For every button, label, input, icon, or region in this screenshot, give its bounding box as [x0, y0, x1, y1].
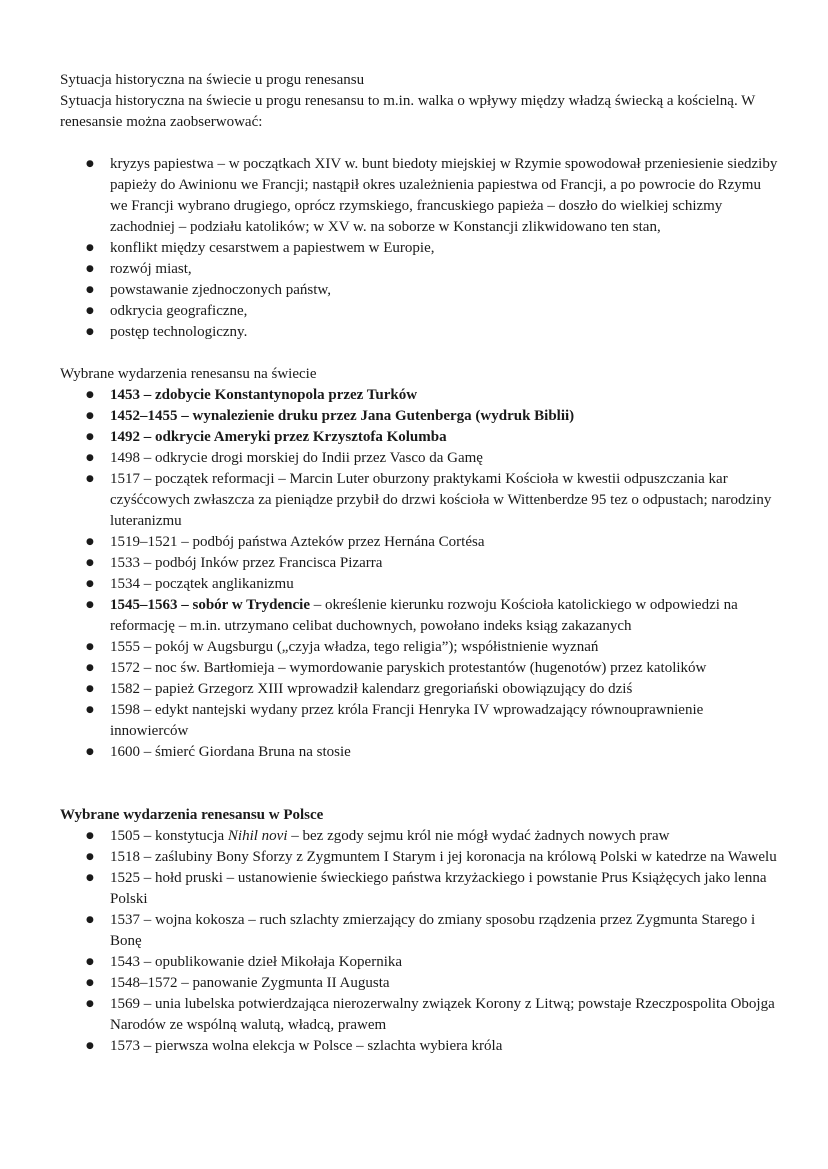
event-text: 1517 – początek reformacji – Marcin Luter oburzony praktykami Kościoła w kwestii odpuszczania kar czyśćcowych zwłaszcza za pieniądze przybił do drzwi kościoła w Wittenberdze 95 tez o odpustach; narodziny luteranizmu — [110, 471, 772, 529]
event-text: 1518 – zaślubiny Bony Sforzy z Zygmuntem I Starym i jej koronacja na królową Polski w katedrze na Wawelu — [110, 849, 777, 865]
list-item — [60, 448, 782, 469]
world-events-heading: Wybrane wydarzenia renesansu na świecie — [60, 366, 317, 382]
list-item — [60, 637, 782, 658]
list-item: ● odkrycia geograficzne, — [60, 301, 782, 322]
list-item — [60, 952, 782, 973]
list-item: ● postęp technologiczny. — [60, 322, 782, 343]
event-text: 1572 – noc św. Bartłomieja – wymordowanie paryskich protestantów (hugenotów) przez katolików — [110, 660, 707, 676]
phenomena-list — [60, 154, 782, 343]
list-item — [60, 847, 782, 868]
event-text: 1598 – edykt nantejski wydany przez króla Francji Henryka IV wprowadzający równouprawnienie innowierców — [110, 702, 704, 739]
event-italic-text: Nihil novi — [227, 828, 288, 844]
event-text: 1548–1572 – panowanie Zygmunta II Augusta — [110, 975, 390, 991]
poland-events-list — [60, 826, 782, 1057]
event-text: 1505 – konstytucja — [110, 828, 228, 844]
event-text: – określenie kierunku rozwoju Kościoła katolickiego w odpowiedzi na reformację – m.in. utrzymano celibat duchownych, powołano indeks ksiąg zakazanych — [110, 597, 738, 634]
poland-events-heading: Wybrane wydarzenia renesansu w Polsce — [60, 807, 324, 823]
list-item — [60, 469, 782, 532]
event-text: 1519–1521 – podbój państwa Azteków przez Hernána Cortésa — [110, 534, 485, 550]
world-events-list — [60, 385, 782, 763]
event-bold-text: 1492 – odkrycie Ameryki przez Krzysztofa Kolumba — [110, 429, 447, 445]
list-item — [60, 826, 782, 847]
list-item — [60, 868, 782, 910]
event-bold-text: 1545–1563 – sobór w Trydencie — [110, 597, 311, 613]
event-text: 1525 – hołd pruski – ustanowienie świeckiego państwa krzyżackiego i powstanie Prus Książęcych jako lenna Polski — [110, 870, 767, 907]
event-text: 1533 – podbój Inków przez Francisca Pizarra — [110, 555, 383, 571]
list-item — [60, 427, 782, 448]
list-item — [60, 910, 782, 952]
section-spacer — [60, 763, 782, 805]
list-item — [60, 679, 782, 700]
list-item: ● rozwój miast, — [60, 259, 782, 280]
list-item — [60, 595, 782, 637]
event-text: 1543 – opublikowanie dzieł Mikołaja Kopernika — [110, 954, 403, 970]
list-item: ● powstawanie zjednoczonych państw, — [60, 280, 782, 301]
event-text: 1555 – pokój w Augsburgu („czyja władza, tego religia”); współistnienie wyznań — [110, 639, 599, 655]
list-item — [60, 406, 782, 427]
list-item — [60, 658, 782, 679]
list-item — [60, 973, 782, 994]
event-text: 1534 – początek anglikanizmu — [110, 576, 294, 592]
list-item — [60, 742, 782, 763]
event-text: 1582 – papież Grzegorz XIII wprowadził kalendarz gregoriański obowiązujący do dziś — [110, 681, 633, 697]
event-text: – bez zgody sejmu król nie mógł wydać żadnych nowych praw — [287, 828, 670, 844]
list-item — [60, 994, 782, 1036]
event-bold-text: 1452–1455 – wynalezienie druku przez Jana Gutenberga (wydruk Biblii) — [110, 408, 575, 424]
list-item — [60, 574, 782, 595]
list-item: ● kryzys papiestwa – w początkach XIV w. bunt biedoty miejskiej w Rzymie spowodował przeniesienie siedziby papieży do Awinionu we Francji; nastąpił okres uzależnienia papiestwa od Francji, a po powrocie do Rzymu we Francji wybrano drugiego, oprócz rzymskiego, francuskiego papieża – doszło do wielkiej schizmy zachodniej – podziału katolików; w XV w. na soborze w Konstancji zlikwidowano ten stan, — [60, 154, 782, 238]
list-item — [60, 700, 782, 742]
intro-heading: Sytuacja historyczna na świecie u progu renesansu — [60, 72, 365, 88]
event-text: 1600 – śmierć Giordana Bruna na stosie — [110, 744, 351, 760]
list-item — [60, 553, 782, 574]
intro-text: Sytuacja historyczna na świecie u progu renesansu to m.in. walka o wpływy między władzą świecką a kościelną. W renesansie można zaobserwować: — [60, 93, 756, 130]
list-item: ● konflikt między cesarstwem a papiestwem w Europie, — [60, 238, 782, 259]
event-text: 1569 – unia lubelska potwierdzająca nierozerwalny związek Korony z Litwą; powstaje Rzeczpospolita Obojga Narodów ze wspólną walutą, władcą, prawem — [110, 996, 775, 1033]
list-item — [60, 1036, 782, 1057]
list-item — [60, 385, 782, 406]
event-text: 1498 – odkrycie drogi morskiej do Indii przez Vasco da Gamę — [110, 450, 483, 466]
event-bold-text: 1453 – zdobycie Konstantynopola przez Turków — [110, 387, 418, 403]
document-page — [60, 70, 782, 1057]
event-text: 1573 – pierwsza wolna elekcja w Polsce – szlachta wybiera króla — [110, 1038, 503, 1054]
event-text: 1537 – wojna kokosza – ruch szlachty zmierzający do zmiany sposobu rządzenia przez Zygmunta Starego i Bonę — [110, 912, 756, 949]
list-item — [60, 532, 782, 553]
